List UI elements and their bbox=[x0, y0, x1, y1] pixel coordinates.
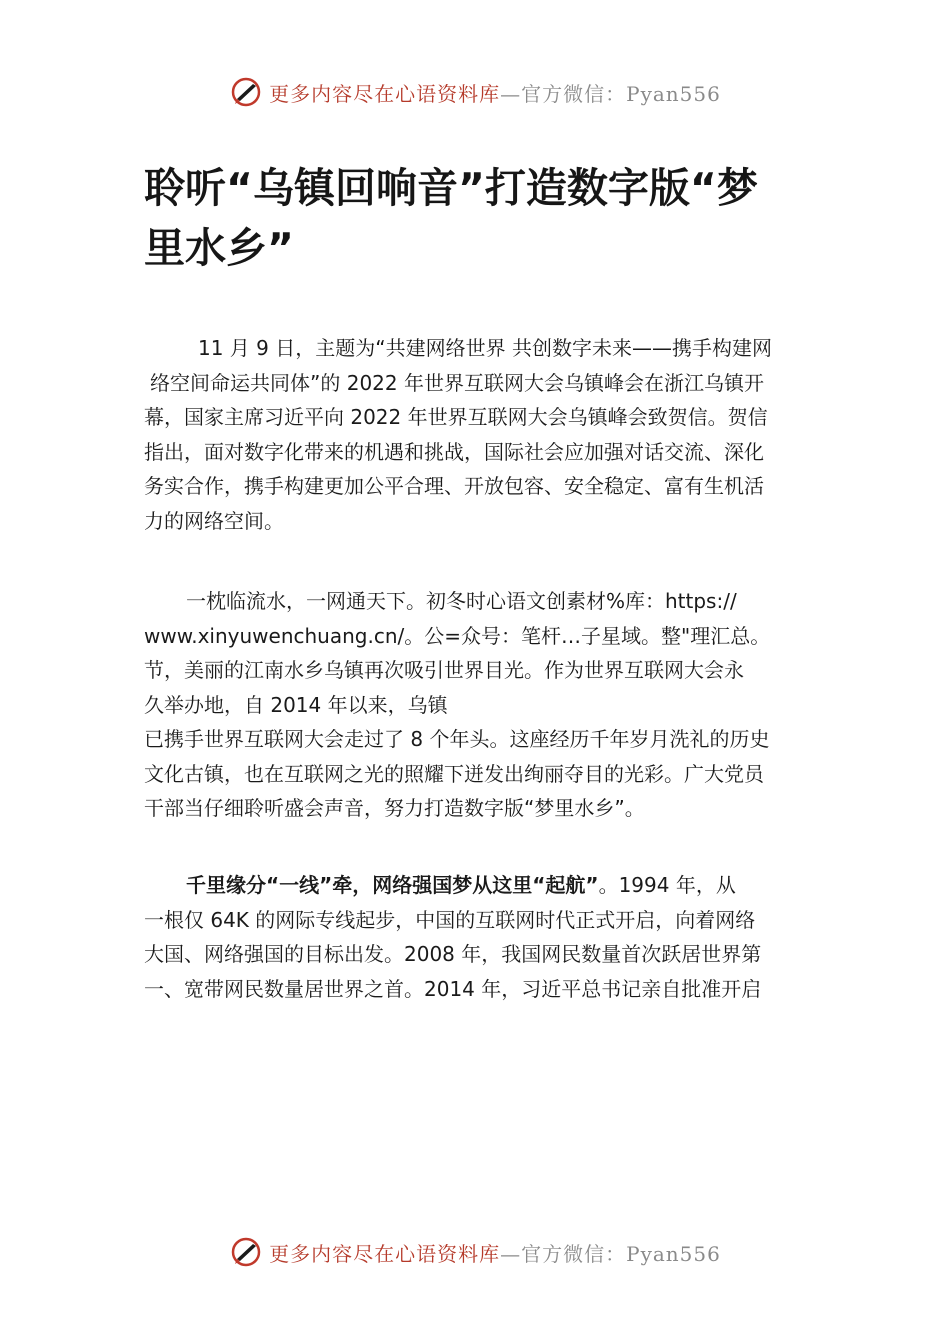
footer-banner-text: 更多内容尽在心语资料库—官方微信：Pyan556 bbox=[269, 1241, 721, 1266]
pen-logo-icon bbox=[229, 1235, 263, 1269]
article-title: 聆听“乌镇回响音”打造数字版“梦 里水乡” bbox=[144, 164, 758, 272]
paragraph-3-lead: 千里缘分“一线”牵，网络强国梦从这里“起航” bbox=[186, 873, 599, 897]
header-banner bbox=[0, 72, 950, 112]
footer-banner bbox=[0, 1232, 950, 1272]
paragraph-3: 千里缘分“一线”牵，网络强国梦从这里“起航”。1994 年，从 一根仅 64K 的网际专线起步，中国的互联网时代正式开启，向着网络 大国、网络强国的目标出发。2008 年，我国网民数量首次跃居世界第 一、宽带网民数量居世界之首。2014 年，习近平总书记亲自批准开启 bbox=[144, 873, 762, 1001]
header-banner-text: 更多内容尽在心语资料库—官方微信：Pyan556 bbox=[269, 81, 721, 106]
pen-logo-icon bbox=[229, 75, 263, 109]
paragraph-2: 一枕临流水，一网通天下。初冬时心语文创素材%库：https:// www.xinyuwenchuang.cn/。公=众号：笔杆…子星域。整"理汇总。 节，美丽的江南水乡乌镇再次吸引世界目光。作为世界互联网大会永 久举办地，自 2014 年以来，乌镇 已携手世界互联网大会走过了 8 个年头。这座经历千年岁月洗礼的历史 文化古镇，也在互联网之光的照耀下迸发出绚丽夺目的光彩。广大党员 干部当仔细聆听盛会声音，努力打造数字版“梦里水乡”。 bbox=[144, 589, 771, 820]
paragraph-1: 11 月 9 日，主题为“共建网络世界 共创数字未来——携手构建网 络空间命运共同体”的 2022 年世界互联网大会乌镇峰会在浙江乌镇开 幕，国家主席习近平向 2022 年世界互联网大会乌镇峰会致贺信。贺信 指出，面对数字化带来的机遇和挑战，国际社会应加强对话交流、深化 务实合作，携手构建更加公平合理、开放包容、安全稳定、富有生机活 力的网络空间。 bbox=[144, 336, 772, 533]
